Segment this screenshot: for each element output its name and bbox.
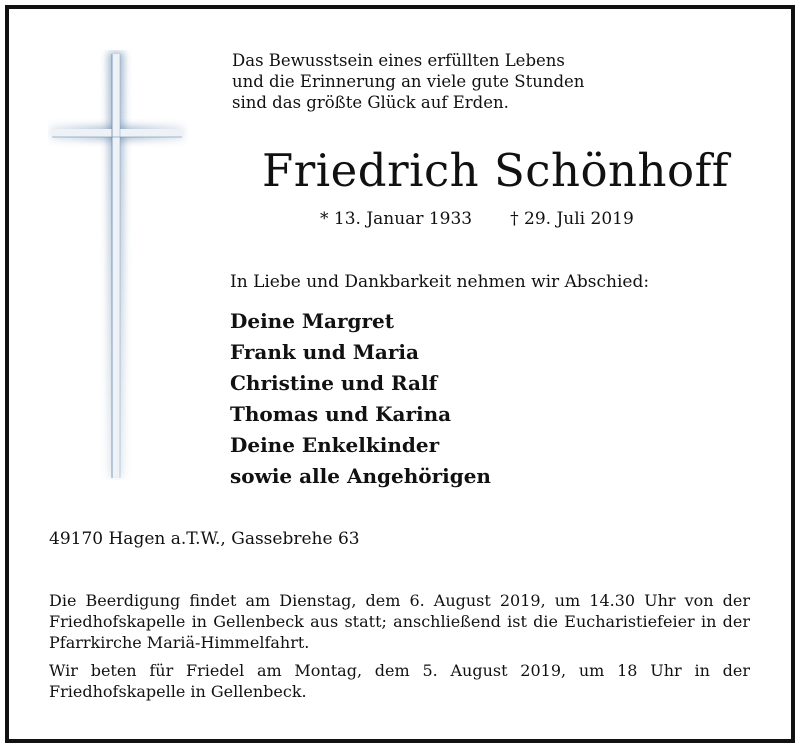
death-date: † 29. Juli 2019: [510, 209, 634, 229]
quote: [232, 50, 584, 113]
cross-icon: [48, 50, 188, 480]
birth-date: * 13. Januar 1933: [320, 209, 473, 229]
mourner-item: Thomas und Karina: [230, 402, 452, 426]
funeral-info: [49, 590, 750, 709]
mourner-item: Deine Margret: [230, 309, 395, 333]
farewell-intro: In Liebe und Dankbarkeit nehmen wir Abschied:: [230, 272, 650, 292]
quote-line: sind das größte Glück auf Erden.: [232, 93, 509, 112]
deceased-name: Friedrich Schönhoff: [262, 144, 729, 197]
mourner-item: Deine Enkelkinder: [230, 433, 440, 457]
mourner-item: sowie alle Angehörigen: [230, 464, 491, 488]
mourners-list: [230, 306, 491, 492]
prayer-paragraph: Wir beten für Friedel am Montag, dem 5. August 2019, um 18 Uhr in der Friedhofskapelle in Gellenbeck.: [49, 661, 750, 701]
life-dates: [320, 207, 634, 231]
funeral-paragraph: Die Beerdigung findet am Dienstag, dem 6. August 2019, um 14.30 Uhr von der Friedhofskapelle in Gellenbeck aus statt; anschließend ist die Eucharistiefeier in der Pfarrkirche Mariä-Himmelfahrt.: [49, 591, 750, 652]
quote-line: Das Bewusstsein eines erfüllten Lebens: [232, 51, 565, 70]
address: 49170 Hagen a.T.W., Gassebrehe 63: [49, 529, 360, 549]
mourner-item: Christine und Ralf: [230, 371, 438, 395]
mourner-item: Frank und Maria: [230, 340, 419, 364]
quote-line: und die Erinnerung an viele gute Stunden: [232, 72, 585, 91]
